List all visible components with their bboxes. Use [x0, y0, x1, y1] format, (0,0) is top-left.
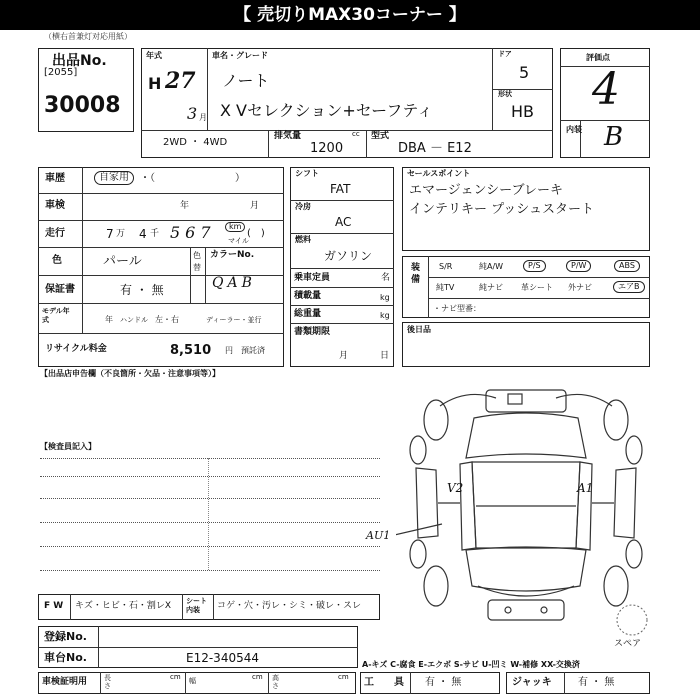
mileage-digits: 567 — [170, 223, 216, 242]
shift-label: シフト — [295, 169, 319, 178]
tools-value: 有 ・ 無 — [425, 677, 462, 688]
mileage-man: 7 — [106, 227, 114, 241]
warranty-value: 有 ・ 無 — [120, 283, 164, 297]
displacement-unit: cc — [352, 130, 360, 138]
car-label: 車名・グレード — [212, 51, 268, 60]
spec-box — [290, 167, 394, 367]
equip-pw: P/W — [566, 260, 591, 272]
cert-length: 長さ — [104, 674, 111, 690]
doors-label: ドア — [498, 50, 512, 58]
equip-airbag: エアB — [613, 281, 645, 293]
doc-deadline-label: 書類期限 — [294, 327, 331, 337]
mileage-sen-unit: 千 — [150, 229, 160, 239]
spare-label: スペア — [614, 639, 642, 649]
car-name: ノート — [222, 71, 270, 90]
capacity-unit: 名 — [381, 273, 391, 283]
score-value: 4 — [592, 64, 620, 115]
equipment-label: 装備 — [411, 263, 421, 285]
equip-tv: 純TV — [436, 283, 455, 292]
seller-notes-label: 【出品店申告欄（不良箇所・欠品・注意事項等）】 — [40, 369, 220, 378]
color-change-label: 色替 — [193, 251, 201, 272]
mileage-label: 走行 — [45, 228, 65, 239]
mileage-sen: 4 — [139, 227, 147, 241]
doors-value: 5 — [519, 63, 530, 82]
later-input-label: 後日品 — [407, 325, 431, 334]
color-label: 色 — [52, 255, 62, 266]
jack-value: 有 ・ 無 — [578, 677, 615, 688]
color-value: パール — [103, 254, 142, 269]
load-unit: kg — [380, 293, 390, 302]
damage-diagram — [396, 378, 656, 628]
recycle-note: 預託済 — [241, 346, 265, 355]
sales-point-line1: エマージェンシーブレーキ — [409, 183, 563, 198]
history-value: 自家用 — [94, 171, 134, 185]
sales-point-label: セールスポイント — [407, 169, 471, 178]
jack-label: ジャッキ — [512, 677, 552, 688]
displacement-label: 排気量 — [274, 131, 302, 141]
history-rest: ・（ ） — [140, 173, 245, 184]
navi-model-label: ・ナビ型番： — [433, 304, 481, 313]
shape-value: HB — [511, 102, 535, 121]
equip-abs: ABS — [614, 260, 640, 272]
weight-label: 総重量 — [294, 309, 322, 319]
history-label: 車歴 — [45, 173, 65, 184]
chassis-label: 車台No. — [44, 651, 87, 664]
dealer-options: ディーラー・並行 — [206, 316, 262, 324]
shape-label: 形状 — [498, 90, 512, 98]
damage-legend: A-キズ C-腐食 E-エクボ S-サビ U-凹ミ W-補修 XX-交換済 — [362, 660, 580, 669]
load-label: 積載量 — [294, 291, 322, 301]
car-grade: X Vセレクション+セーフティ — [220, 101, 434, 120]
displacement-value: 1200 — [310, 141, 344, 156]
mileage-paren: ( ) — [247, 228, 265, 239]
year-month-unit: 月 — [199, 113, 207, 122]
interior-value: B — [604, 122, 624, 152]
color-code: QAB — [212, 275, 256, 291]
doc-deadline-day: 日 — [380, 351, 390, 361]
registration-label: 登録No. — [44, 630, 87, 643]
model-year-label: モデル年式 — [42, 307, 70, 324]
model-label: 型式 — [371, 131, 390, 141]
year-value: 27 — [165, 68, 196, 94]
capacity-label: 乗車定員 — [294, 273, 331, 283]
recycle-unit: 円 — [225, 346, 233, 355]
spare-tire-icon — [614, 602, 650, 638]
shift-value: FAT — [330, 182, 351, 196]
mileage-unit-mile: マイル — [228, 237, 249, 245]
score-label: 評価点 — [586, 53, 610, 62]
lot-label: 出品No. — [52, 53, 107, 69]
doc-deadline-month: 月 — [339, 351, 349, 361]
equip-ps: P/S — [523, 260, 546, 272]
warranty-label: 保証書 — [45, 284, 75, 295]
equip-navi: 純ナビ — [479, 283, 503, 292]
seat-label: シート内装 — [186, 597, 207, 614]
equip-sr: S/R — [439, 262, 453, 271]
cert-length-unit: cm — [170, 673, 181, 681]
damage-mark-a1: A1 — [577, 481, 594, 495]
inspection-month: 月 — [250, 201, 260, 211]
sales-point-line2: インテリキー プッシュスタート — [409, 202, 594, 217]
equip-ext-navi: 外ナビ — [568, 283, 592, 292]
cert-label: 車検証明用 — [42, 677, 88, 687]
recycle-value: 8,510 — [170, 343, 212, 358]
vehicle-detail-box — [38, 167, 284, 367]
equip-leather: 革シート — [521, 283, 553, 292]
damage-mark-v2: V2 — [447, 481, 464, 495]
later-input-box — [402, 322, 650, 367]
mileage-unit-km: km — [225, 222, 245, 232]
fw-label: F W — [44, 601, 64, 611]
cert-height-unit: cm — [338, 673, 349, 681]
damage-mark-au1: AU1 — [366, 529, 391, 542]
year-label: 年式 — [146, 51, 162, 60]
cert-width-unit: cm — [252, 673, 263, 681]
handle-label: ハンドル — [120, 316, 148, 324]
recycle-label: リサイクル料金 — [45, 344, 107, 354]
weight-unit: kg — [380, 311, 390, 320]
fw-text: キズ・ヒビ・石・割レX — [75, 601, 171, 611]
inspector-notes-label: 【検査員記入】 — [40, 442, 96, 451]
ac-value: AC — [335, 215, 352, 229]
handle-options: 左・右 — [155, 315, 179, 324]
seat-text: コゲ・穴・汚レ・シミ・破レ・スレ — [217, 601, 362, 611]
cert-height: 高さ — [272, 674, 279, 690]
banner-title: 【 売切りMAX30コーナー 】 — [0, 0, 700, 30]
mileage-man-unit: 万 — [116, 229, 126, 239]
year-era: H — [148, 74, 162, 93]
form-note: （横右首兼灯对応用紙） — [44, 32, 132, 41]
fuel-value: ガソリン — [324, 249, 373, 263]
lot-bracket: [2055] — [44, 67, 78, 78]
drive-type: 2WD ・ 4WD — [163, 137, 228, 148]
model-year-year: 年 — [105, 315, 113, 324]
ac-label: 冷房 — [295, 202, 311, 211]
lot-number: 30008 — [44, 93, 121, 118]
equip-aw: 純A/W — [479, 262, 504, 271]
model-value: DBA － E12 — [398, 141, 472, 156]
color-code-label: カラーNo. — [210, 250, 255, 260]
tools-label: 工 具 — [364, 677, 404, 688]
year-month: 3 — [187, 104, 198, 123]
inspection-year: 年 — [180, 201, 190, 211]
fuel-label: 燃料 — [295, 235, 311, 244]
interior-label: 内装 — [566, 125, 582, 134]
cert-width: 幅 — [189, 677, 196, 685]
chassis-value: E12-340544 — [186, 651, 259, 665]
inspection-label: 車検 — [45, 200, 65, 211]
